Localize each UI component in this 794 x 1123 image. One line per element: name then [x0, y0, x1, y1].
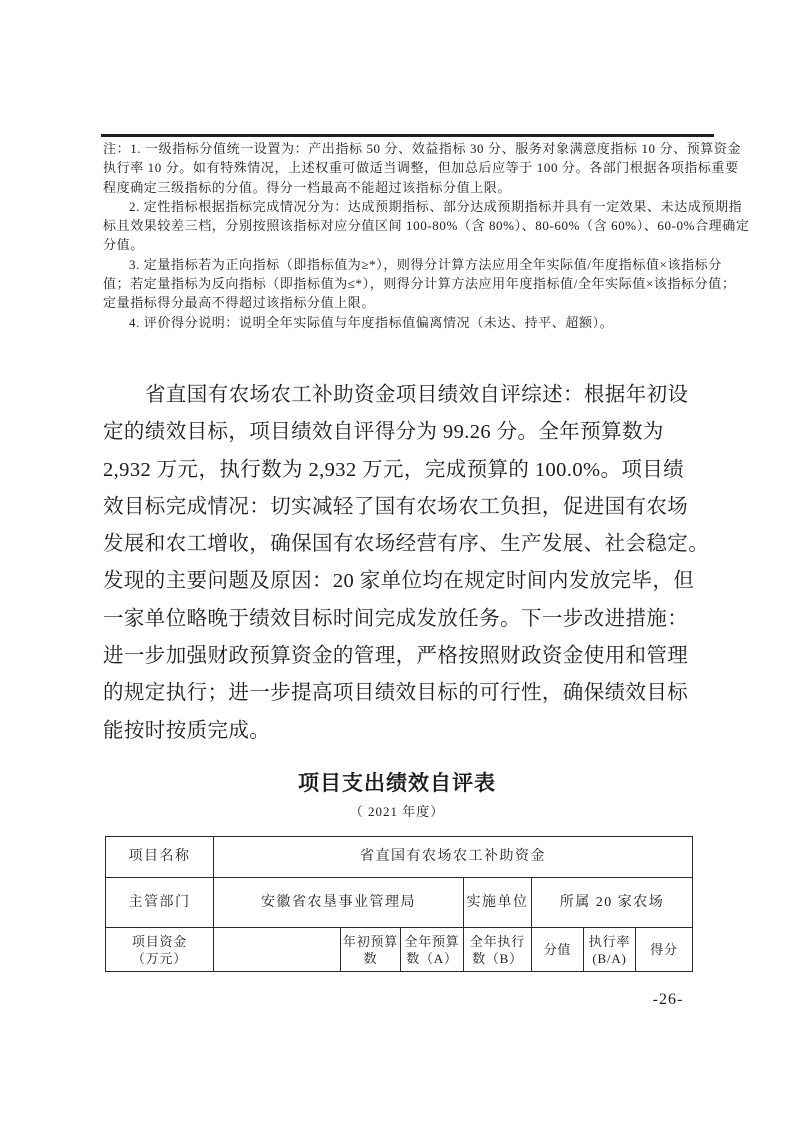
note-line-2: 执行率 10 分。如有特殊情况，上述权重可做适当调整，但加总后应等于 100 分。各部门根据各项指标重要	[103, 160, 739, 176]
summary-line-7: 一家单位略晚于绩效目标时间完成发放任务。下一步改进措施：	[103, 607, 689, 630]
table-subtitle-year: （ 2021 年度）	[349, 804, 445, 819]
cell-implementing-unit-label: 实施单位	[464, 878, 532, 928]
summary-line-9: 的规定执行；进一步提高项目绩效目标的可行性，确保绩效目标	[103, 682, 689, 705]
summary-line-1: 省直国有农场农工补助资金项目绩效自评综述：根据年初设	[145, 384, 689, 406]
cell-execution-rate-header: 执行率 (B/A)	[584, 928, 636, 972]
note-line-1: 注：1. 一级指标分值统一设置为：产出指标 50 分、效益指标 30 分、服务对象满意度指标 10 分、预算资金	[103, 141, 742, 156]
cell-funds-empty	[214, 928, 341, 972]
cell-annual-budget-header: 全年预算 数（A）	[401, 928, 464, 972]
summary-line-2: 定的绩效目标，项目绩效自评得分为 99.26 分。全年预算数为	[103, 421, 664, 444]
cell-project-funds-label-line2: （万元）	[131, 950, 188, 966]
cell-competent-dept-label: 主管部门	[106, 878, 214, 928]
section-divider-rule	[101, 134, 714, 137]
summary-line-10: 能按时按质完成。	[103, 719, 271, 742]
summary-line-5: 发展和农工增收，确保国有农场经营有序、生产发展、社会稳定。	[103, 533, 710, 556]
note-line-3: 程度确定三级指标的分值。得分一档最高不能超过该指标分值上限。	[103, 179, 512, 195]
table-row-project-funds-header	[106, 928, 693, 972]
table-row-project-name	[106, 837, 693, 878]
note-line-4: 2. 定性指标根据指标完成情况分为：达成预期指标、部分达成预期指标并具有一定效果、未达成预期指	[129, 198, 743, 214]
note-line-7: 3. 定量指标若为正向指标（即指标值为≥*），则得分计算方法应用全年实际值/年度指标值×该指标分	[129, 256, 722, 272]
summary-line-4: 效目标完成情况：切实减轻了国有农场农工负担，促进国有农场	[103, 495, 689, 518]
table-title: 项目支出绩效自评表	[298, 771, 496, 795]
self-evaluation-table	[105, 836, 693, 972]
self-evaluation-summary	[103, 377, 710, 750]
note-line-10: 4. 评价得分说明：说明全年实际值与年度指标值偏离情况（未达、持平、超额）。	[129, 314, 614, 330]
cell-annual-execution-header: 全年执行 数（B）	[464, 928, 532, 972]
cell-points-header: 得分	[636, 928, 693, 972]
table-row-departments	[106, 878, 693, 928]
page-number: -26-	[652, 991, 684, 1008]
note-line-5: 标且效果较差三档，分别按照该指标对应分值区间 100-80%（含 80%）、80-60%（含 60%）、60-0%合理确定	[103, 218, 750, 234]
note-line-6: 分值。	[103, 237, 144, 253]
cell-competent-dept-value: 安徽省农垦事业管理局	[214, 878, 464, 928]
cell-score-value-header: 分值	[532, 928, 584, 972]
cell-project-funds-label	[106, 928, 214, 972]
cell-project-funds-label-line1: 项目资金	[131, 933, 188, 949]
summary-line-3: 2,932 万元，执行数为 2,932 万元，完成预算的 100.0%。项目绩	[103, 458, 685, 481]
cell-initial-budget-header: 年初预算 数	[341, 928, 401, 972]
notes-block	[103, 139, 750, 332]
summary-line-6: 发现的主要问题及原因：20 家单位均在规定时间内发放完毕，但	[103, 570, 695, 593]
note-line-9: 定量指标得分最高不得超过该指标分值上限。	[103, 295, 376, 311]
summary-line-8: 进一步加强财政预算资金的管理，严格按照财政资金使用和管理	[103, 645, 689, 668]
cell-implementing-unit-value: 所属 20 家农场	[532, 878, 693, 928]
note-line-8: 值；若定量指标为反向指标（即指标值为≤*），则得分计算方法应用年度指标值/全年实际值×该指标分值；	[103, 276, 736, 292]
cell-project-name-value: 省直国有农场农工补助资金	[214, 837, 693, 878]
cell-project-name-label: 项目名称	[106, 837, 214, 878]
